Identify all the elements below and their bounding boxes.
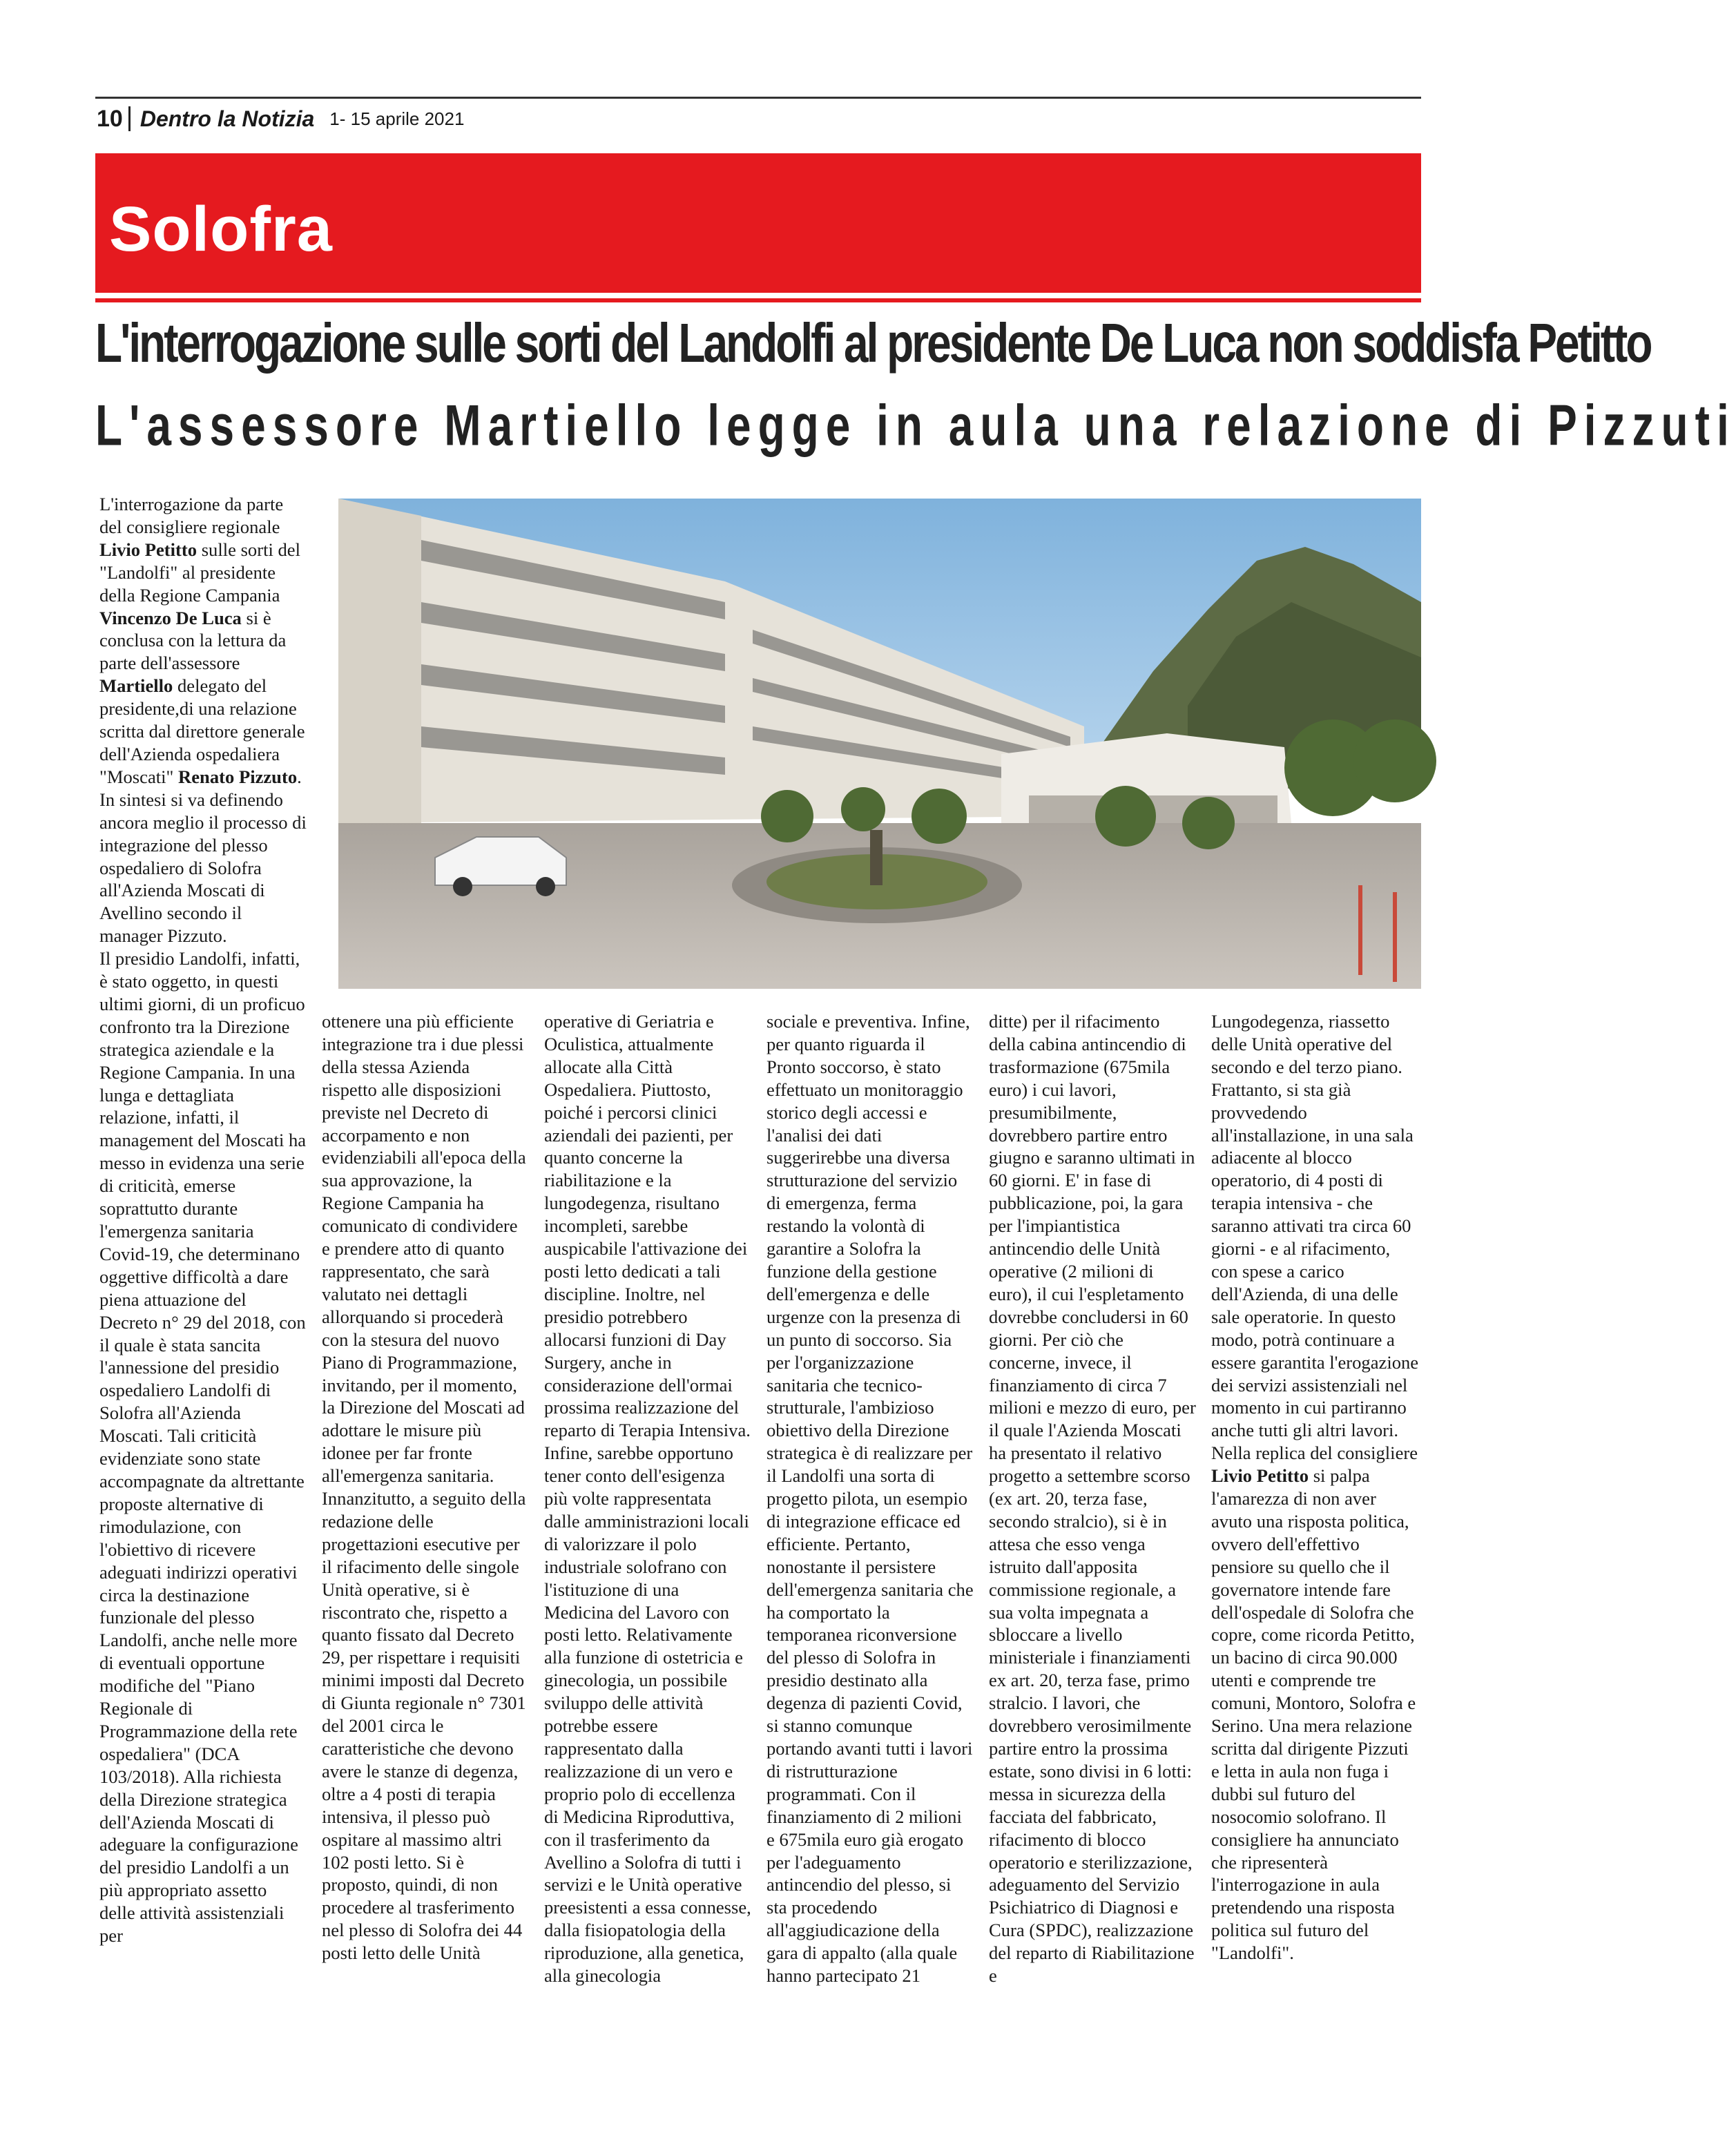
article-paragraph: sociale e preventiva. Infine, per quanto riguarda il Pronto soccorso, è stato effettuato un monitoraggio storico degli accessi e l'analisi dei dati suggerirebbe una diversa strutturazione del servizio di emergenza, ferma restando la volontà di garantire a Solofra la funzione della gestione dell'emergenza e delle urgenze con la presenza di un punto di soccorso. Sia per l'organizzazione sanitaria che tecnico-strutturale, l'ambizioso obiettivo della Direzione strategica è di realizzare per il Landolfi una sorta di progetto pilota, un esempio di integrazione efficace ed efficiente. Pertanto, nonostante il persistere dell'emergenza sanitaria che ha comportato la temporanea riconversione del plesso di Solofra in presidio destinato alla degenza di pazienti Covid, si stanno comunque portando avanti tutti i lavori di ristrutturazione programmati. Con il finanziamento di 2 milioni e 675mila euro già erogato per l'adeguamento antincendio del plesso, si sta procedendo all'aggiudicazione della gara di appalto (alla quale hanno partecipato 21 bbox=[766, 1011, 974, 1987]
bold-name: Vincenzo De Luca bbox=[99, 607, 242, 628]
article-paragraph: In sintesi si va definendo ancora meglio il processo di integrazione del plesso ospedaliero di Solofra all'Azienda Moscati di Avellino secondo il manager Pizzuto. bbox=[99, 789, 307, 947]
bold-name: Livio Petitto bbox=[99, 539, 197, 560]
issue-date: 1- 15 aprile 2021 bbox=[329, 108, 465, 129]
hospital-photo bbox=[338, 499, 1421, 989]
article-column-6 bbox=[1211, 1010, 1421, 1984]
page-number: 10 bbox=[97, 105, 123, 132]
article-subheadline: L'assessore Martiello legge in aula una relazione di Pizzuti bbox=[95, 393, 1736, 458]
page-header bbox=[97, 104, 464, 134]
article-paragraph: Il presidio Landolfi, infatti, è stato oggetto, in questi ultimi giorni, di un proficuo confronto tra la Direzione strategica aziendale e la Regione Campania. In una lunga e dettagliata relazione, infatti, il management del Moscati ha messo in evidenza una serie di criticità, emerse soprattutto durante l'emergenza sanitaria Covid-19, che determinano oggettive difficoltà a dare piena attuazione del Decreto n° 29 del 2018, con il quale è stata sancita l'annessione del presidio ospedaliero Landolfi di Solofra all'Azienda Moscati. Tali criticità evidenziate sono state accompagnate da altrettante proposte alternative di rimodulazione, con l'obiettivo di ricevere adeguati indirizzi operativi circa la destinazione funzionale del plesso Landolfi, anche nelle more di eventuali opportune modifiche del "Piano Regionale di Programmazione della rete ospedaliera" (DCA 103/2018). Alla richiesta della Direzione strategica dell'Azienda Moscati di adeguare la configurazione del presidio Landolfi a un più appropriato assetto delle attività assistenziali per bbox=[99, 948, 307, 1947]
article-paragraph: Nella replica del consigliere Livio Petitto si palpa l'amarezza di non aver avuto una risposta politica, ovvero dell'effettivo pensiore su quello che il governatore intende fare dell'ospedale di Solofra che copre, come ricorda Petitto, un bacino di circa 90.000 utenti e comprende tre comuni, Montoro, Solofra e Serino. Una mera relazione scritta dal dirigente Pizzuti e letta in aula non fuga i dubbi sul futuro del nosocomio solofrano. Il consigliere ha annunciato che ripresenterà l'interrogazione in aula pretendendo una risposta politica sul futuro del "Landolfi". bbox=[1211, 1442, 1418, 1964]
article-paragraph: operative di Geriatria e Oculistica, attualmente allocate alla Città Ospedaliera. Piuttosto, poiché i percorsi clinici aziendali dei pazienti, per quanto concerne la riabilitazione e la lungodegenza, risultano incompleti, sarebbe auspicabile l'attivazione dei posti letto dedicati a tali discipline. Inoltre, nel presidio potrebbero allocarsi funzioni di Day Surgery, anche in considerazione dell'ormai prossima realizzazione del reparto di Terapia Intensiva. Infine, sarebbe opportuno tener conto dell'esigenza più volte rappresentata dalle amministrazioni locali di valorizzare il polo industriale solofrano con l'istituzione di una Medicina del Lavoro con posti letto. Relativamente alla funzione di ostetricia e ginecologia, un possibile sviluppo delle attività potrebbe essere rappresentato dalla realizzazione di un vero e proprio polo di eccellenza di Medicina Riproduttiva, con il trasferimento da Avellino a Solofra di tutti i servizi e le Unità operative preesistenti a essa connesse, dalla fisiopatologia della riproduzione, alla genetica, alla ginecologia bbox=[544, 1011, 751, 1987]
article-column-2 bbox=[322, 1010, 529, 1984]
article-column-1 bbox=[99, 493, 307, 1985]
article-column-3 bbox=[544, 1010, 751, 1987]
section-title: Solofra bbox=[109, 194, 333, 264]
publication-name: Dentro la Notizia bbox=[139, 106, 315, 131]
article-column-5 bbox=[989, 1010, 1196, 1987]
article-paragraph: L'interrogazione da parte del consigliere regionale Livio Petitto sulle sorti del "Landolfi" al presidente della Regione Campania Vincenzo De Luca si è conclusa con la lettura da parte dell'assessore Martiello delegato del presidente,di una relazione scritta dal direttore generale dell'Azienda ospedaliera "Moscati" Renato Pizzuto. bbox=[99, 494, 305, 787]
article-headline: L'interrogazione sulle sorti del Landolfi al presidente De Luca non soddisfa Petitto bbox=[95, 311, 1651, 374]
bold-name: Renato Pizzuto bbox=[178, 766, 298, 787]
header-divider bbox=[128, 106, 131, 131]
bold-name: Livio Petitto bbox=[1211, 1465, 1309, 1487]
article-paragraph: Lungodegenza, riassetto delle Unità operative del secondo e del terzo piano. Frattanto, si sta già provvedendo all'installazione, in una sala adiacente al blocco operatorio, di 4 posti di terapia intensiva - che saranno attivati tra circa 60 giorni - e al rifacimento, con spese a carico dell'Azienda, di una delle sale operatorie. In questo modo, potrà continuare a essere garantita l'erogazione dei servizi assistenziali nel momento in cui partiranno anche tutti gli altri lavori. bbox=[1211, 1011, 1419, 1441]
article-column-4 bbox=[766, 1010, 974, 1987]
header-rule bbox=[95, 97, 1421, 99]
section-banner bbox=[95, 153, 1421, 293]
article-paragraph: ottenere una più efficiente integrazione tra i due plessi della stessa Azienda rispetto alle disposizioni previste nel Decreto di accorpamento e non evidenziabili all'epoca della sua approvazione, la Regione Campania ha comunicato di condividere e prendere atto di quanto rappresentato, che sarà valutato nei dettagli allorquando si procederà con la stesura del nuovo Piano di Programmazione, invitando, per il momento, la Direzione del Moscati ad adottare le misure più idonee per far fronte all'emergenza sanitaria. Innanzitutto, a seguito della redazione delle progettazioni esecutive per il rifacimento delle singole Unità operative, si è riscontrato che, rispetto a quanto fissato dal Decreto 29, per rispettare i requisiti minimi imposti dal Decreto di Giunta regionale n° 7301 del 2001 circa le caratteristiche che devono avere le stanze di degenza, oltre a 4 posti di terapia intensiva, il plesso può ospitare al massimo altri 102 posti letto. Si è proposto, quindi, di non procedere al trasferimento nel plesso di Solofra dei 44 posti letto delle Unità bbox=[322, 1011, 526, 1964]
bold-name: Martiello bbox=[99, 675, 173, 697]
article-paragraph: ditte) per il rifacimento della cabina antincendio di trasformazione (675mila euro) i cui lavori, presumibilmente, dovrebbero partire entro giugno e saranno ultimati in 60 giorni. E' in fase di pubblicazione, poi, la gara per l'impiantistica antincendio delle Unità operative (2 milioni di euro), il cui l'espletamento dovrebbe concludersi in 60 giorni. Per ciò che concerne, invece, il finanziamento di circa 7 milioni e mezzo di euro, per il quale l'Azienda Moscati ha presentato il relativo progetto a settembre scorso (ex art. 20, terza fase, secondo stralcio), si è in attesa che esso venga istruito dall'apposita commissione regionale, a sua volta impegnata a sbloccare a livello ministeriale i finanziamenti ex art. 20, terza fase, primo stralcio. I lavori, che dovrebbero verosimilmente partire entro la prossima estate, sono divisi in 6 lotti: messa in sicurezza della facciata del fabbricato, rifacimento di blocco operatorio e sterilizzazione, adeguamento del Servizio Psichiatrico di Diagnosi e Cura (SPDC), realizzazione del reparto di Riabilitazione e bbox=[989, 1011, 1196, 1987]
